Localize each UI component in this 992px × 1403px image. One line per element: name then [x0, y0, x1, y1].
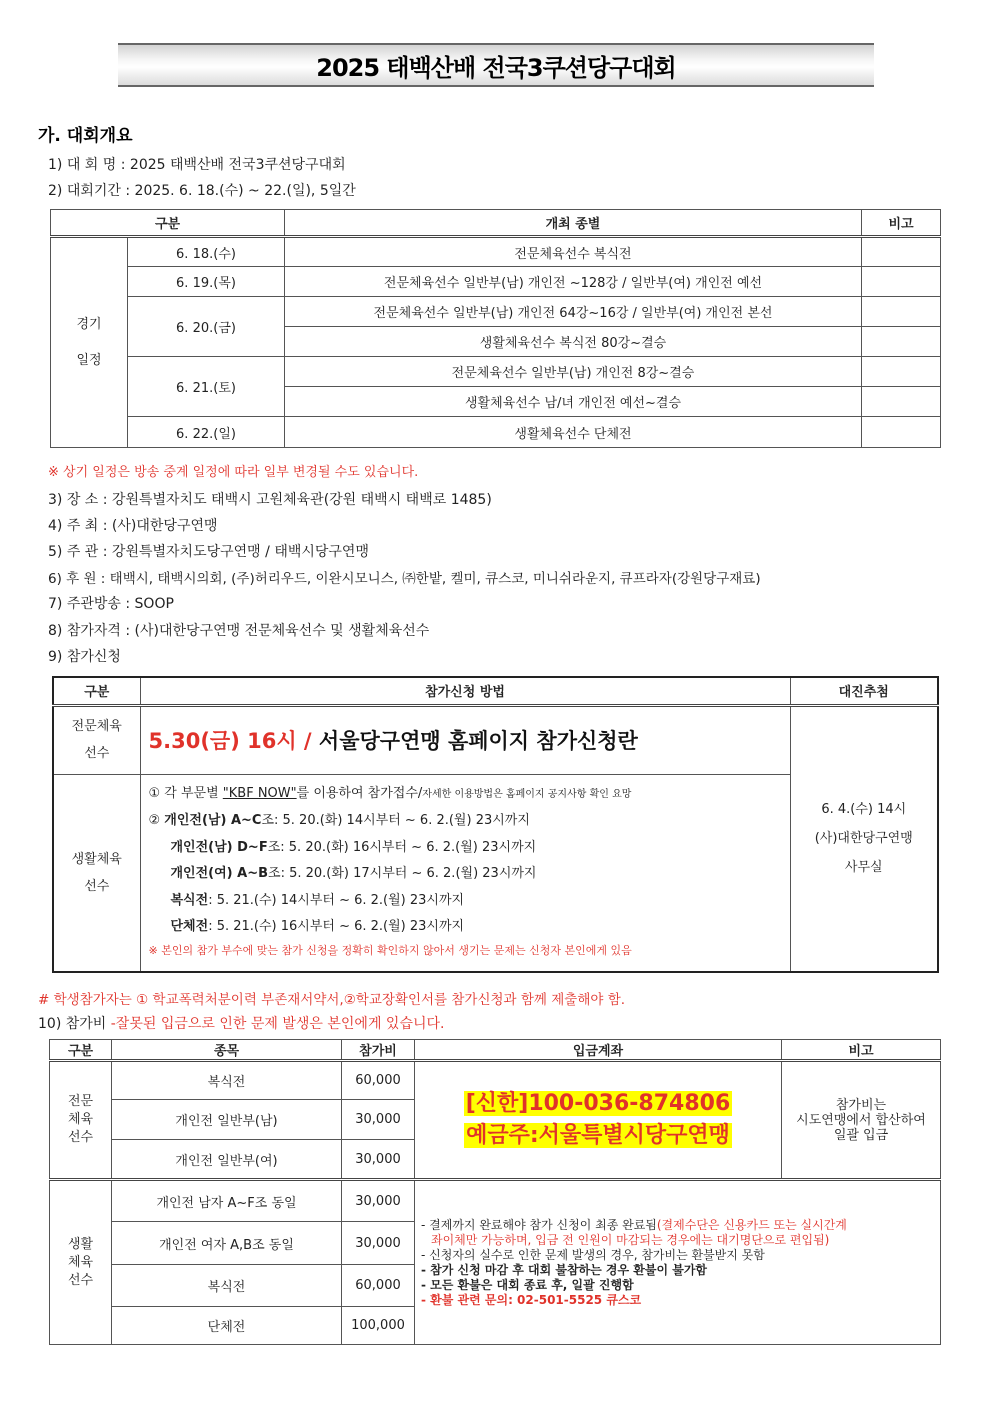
fee-amount: 30,000: [342, 1140, 415, 1180]
info-line-3: 3) 장 소 : 강원특별자치도 태백시 고원체육관(강원 태백시 태백로 1485): [48, 492, 492, 508]
apply-pro-deadline: 5.30(금) 16시 /: [148, 729, 319, 753]
fee-title-label: 10) 참가비: [38, 1016, 111, 1032]
schedule-event: 전문체육선수 일반부(남) 개인전 ~128강 / 일반부(여) 개인전 예선: [285, 267, 862, 297]
bank-account: [415, 1088, 781, 1120]
schedule-header-event: 개최 종별: [285, 210, 862, 237]
apply-pro-where: 서울당구연맹 홈페이지 참가신청란: [318, 729, 638, 753]
refund-line: 좌이체만 가능하며, 입금 전 인원이 마감되는 경우에는 대기명단으로 편입됨): [431, 1232, 830, 1247]
schedule-date: 6. 20.(금): [128, 297, 285, 357]
schedule-note: [862, 237, 941, 267]
fee-amount: 30,000: [342, 1180, 415, 1222]
fee-header-account: 입금계좌: [415, 1040, 782, 1061]
account-holder: [415, 1120, 781, 1152]
refund-line: [421, 1263, 940, 1278]
schedule-category-line1: 경기: [76, 316, 102, 332]
apply-text: ②: [148, 813, 165, 828]
apply-draw-place: 사무실: [844, 860, 883, 876]
fee-life-line3: 선수: [67, 1272, 94, 1288]
fee-amount: 60,000: [342, 1265, 415, 1307]
apply-text: 조: 5. 20.(화) 14시부터 ~ 6. 2.(월) 23시까지: [261, 813, 530, 828]
section-heading: 가. 대회개요: [38, 126, 133, 146]
refund-bold: - 모든 환불은 대회 종료 후, 일괄 진행함: [421, 1277, 634, 1292]
schedule-event: 전문체육선수 복식전: [285, 237, 862, 267]
application-table: [52, 676, 939, 973]
apply-draw-date: 6. 4.(수) 14시: [821, 802, 907, 818]
apply-text: 조: 5. 20.(화) 17시부터 ~ 6. 2.(월) 23시까지: [268, 866, 537, 881]
apply-method-line: [149, 781, 790, 809]
document-title: 2025 태백산배 전국3쿠션당구대회: [118, 43, 874, 87]
fee-title: [38, 1013, 444, 1033]
schedule-note: [862, 297, 941, 327]
fee-account-cell: [415, 1061, 782, 1180]
schedule-date: 6. 18.(수): [128, 237, 285, 267]
apply-bold: 개인전(남) A~C: [164, 813, 262, 828]
fee-note-line2: 시도연맹에서 합산하여: [796, 1112, 926, 1128]
fee-event: 단체전: [112, 1307, 342, 1345]
schedule-header-category: 구분: [51, 210, 285, 237]
bank-account-number: [신한]100-036-874806: [465, 1091, 731, 1116]
apply-bold: 개인전(남) D~F: [170, 839, 268, 855]
fee-amount: 100,000: [342, 1307, 415, 1345]
info-line-7: 7) 주관방송 : SOOP: [48, 596, 174, 612]
schedule-event: 생활체육선수 남/녀 개인전 예선~결승: [285, 387, 862, 417]
schedule-note: [862, 267, 941, 297]
fee-table: [49, 1039, 941, 1345]
apply-header-category: 구분: [53, 677, 140, 705]
fee-amount: 30,000: [342, 1222, 415, 1265]
apply-life-category: [53, 774, 140, 972]
fee-amount: 60,000: [342, 1061, 415, 1100]
fee-event: 개인전 남자 A~F조 동일: [112, 1180, 342, 1222]
fee-amount: 30,000: [342, 1100, 415, 1140]
info-line-4: 4) 주 최 : (사)대한당구연맹: [48, 518, 218, 534]
info-line-5: 5) 주 관 : 강원특별자치도당구연맹 / 태백시당구연맹: [48, 544, 369, 560]
schedule-note-text: ※ 상기 일정은 방송 중계 일정에 따라 일부 변경될 수도 있습니다.: [48, 465, 419, 480]
info-line-8: 8) 참가자격 : (사)대한당구연맹 전문체육선수 및 생활체육선수: [48, 623, 430, 639]
apply-pro-line2: 선수: [84, 746, 110, 761]
schedule-category-cell: [51, 237, 128, 448]
fee-event: 개인전 일반부(남): [112, 1100, 342, 1140]
apply-method-line: [149, 861, 790, 888]
fee-header-fee: 참가비: [342, 1040, 415, 1061]
student-note: # 학생참가자는 ① 학교폭력처분이력 부존재서약서,②학교장확인서를 참가신청과 함께 제출해야 함.: [38, 992, 626, 1008]
refund-bold: - 참가 신청 마감 후 대회 불참하는 경우 환불이 불가함: [421, 1262, 708, 1277]
refund-line: [421, 1278, 940, 1293]
fee-event: 개인전 여자 A,B조 동일: [112, 1222, 342, 1265]
fee-life-line2: 체육: [67, 1254, 94, 1270]
fee-pro-line3: 선수: [67, 1130, 94, 1145]
apply-life-method: [140, 774, 790, 972]
apply-header-method: 참가신청 방법: [140, 677, 790, 705]
info-line-9: 9) 참가신청: [48, 649, 121, 665]
apply-pro-line1: 전문체육: [71, 719, 122, 734]
schedule-note: [862, 387, 941, 417]
fee-note-cell: [782, 1061, 941, 1180]
refund-text: - 결제까지 완료해야 참가 신청이 최종 완료됨: [421, 1217, 657, 1232]
apply-bold: 복식전: [170, 892, 209, 908]
info-line-6: 6) 후 원 : 태백시, 태백시의회, (주)허리우드, 이완시모니스, ㈜한밭, 켈미, 큐스코, 미니쉬라운지, 큐프라자(강원당구재료): [48, 571, 761, 587]
schedule-category-line2: 일정: [76, 352, 102, 368]
schedule-date: 6. 21.(토): [128, 357, 285, 417]
schedule-event: 전문체육선수 일반부(남) 개인전 64강~16강 / 일반부(여) 개인전 본선: [285, 297, 862, 327]
refund-policy: [415, 1180, 941, 1345]
schedule-table: [50, 209, 941, 448]
info-line-2: 2) 대회기간 : 2025. 6. 18.(수) ~ 22.(일), 5일간: [48, 183, 356, 199]
apply-bold: 단체전: [170, 919, 209, 934]
fee-event: 복식전: [112, 1061, 342, 1100]
apply-method-line: [149, 914, 790, 941]
apply-warning: ※ 본인의 참가 부수에 맞는 참가 신청을 정확히 확인하지 않아서 생기는 문제는 신청자 본인에게 있음: [148, 943, 632, 957]
schedule-note: [862, 417, 941, 448]
apply-bold: 개인전(여) A~B: [170, 866, 269, 881]
refund-line: - 신청자의 실수로 인한 문제 발생의 경우, 참가비는 환불받지 못함: [421, 1247, 765, 1262]
schedule-event: 전문체육선수 일반부(남) 개인전 8강~결승: [285, 357, 862, 387]
apply-draw-org: (사)대한당구연맹: [814, 831, 913, 847]
apply-text: : 5. 21.(수) 14시부터 ~ 6. 2.(월) 23시까지: [208, 892, 465, 908]
apply-draw-cell: [790, 705, 938, 972]
schedule-header-note: 비고: [862, 210, 941, 237]
apply-text-small: 자세한 이용방법은 홈페이지 공지사항 확인 요망: [422, 788, 632, 800]
refund-contact: [421, 1293, 940, 1308]
schedule-event: 생활체육선수 단체전: [285, 417, 862, 448]
apply-link-text: "KBF NOW": [222, 785, 297, 801]
apply-life-line1: 생활체육: [71, 851, 122, 867]
fee-event: 개인전 일반부(여): [112, 1140, 342, 1180]
fee-header-category: 구분: [50, 1040, 112, 1061]
schedule-date: 6. 22.(일): [128, 417, 285, 448]
refund-contact-text: - 환불 관련 문의: 02-501-5525 큐스코: [421, 1292, 642, 1307]
fee-pro-category: [50, 1061, 112, 1180]
apply-text: 를 이용하여 참가접수/: [296, 785, 423, 801]
refund-line: [421, 1218, 940, 1233]
schedule-date: 6. 19.(목): [128, 267, 285, 297]
fee-event: 복식전: [112, 1265, 342, 1307]
fee-title-warning: -잘못된 입금으로 인한 문제 발생은 본인에게 있습니다.: [110, 1016, 445, 1032]
fee-life-category: [50, 1180, 112, 1345]
account-holder-name: 예금주:서울특별시당구연맹: [466, 1123, 730, 1148]
fee-life-line1: 생활: [67, 1236, 94, 1252]
apply-text: : 5. 21.(수) 16시부터 ~ 6. 2.(월) 23시까지: [208, 919, 465, 934]
fee-note-line3: 일괄 입금: [833, 1127, 889, 1143]
apply-pro-method: [140, 705, 790, 774]
refund-text-red: (결제수단은 신용카드 또는 실시간계: [656, 1217, 847, 1232]
schedule-note: [862, 327, 941, 357]
apply-header-draw: 대진추첨: [790, 677, 938, 705]
apply-pro-category: [53, 705, 140, 774]
fee-header-note: 비고: [782, 1040, 941, 1061]
fee-note-line1: 참가비는: [835, 1097, 887, 1113]
apply-method-line: [149, 888, 790, 915]
fee-header-event: 종목: [112, 1040, 342, 1061]
apply-method-line: [149, 835, 790, 862]
fee-pro-line2: 체육: [67, 1112, 94, 1127]
apply-text: 조: 5. 20.(화) 16시부터 ~ 6. 2.(월) 23시까지: [267, 839, 537, 855]
schedule-event: 생활체육선수 복식전 80강~결승: [285, 327, 862, 357]
apply-life-line2: 선수: [84, 878, 110, 894]
schedule-note: [862, 357, 941, 387]
apply-text: ① 각 부문별: [148, 785, 223, 801]
info-line-1: 1) 대 회 명 : 2025 태백산배 전국3쿠션당구대회: [48, 157, 346, 173]
fee-pro-line1: 전문: [67, 1094, 94, 1109]
apply-method-line: [149, 808, 790, 835]
